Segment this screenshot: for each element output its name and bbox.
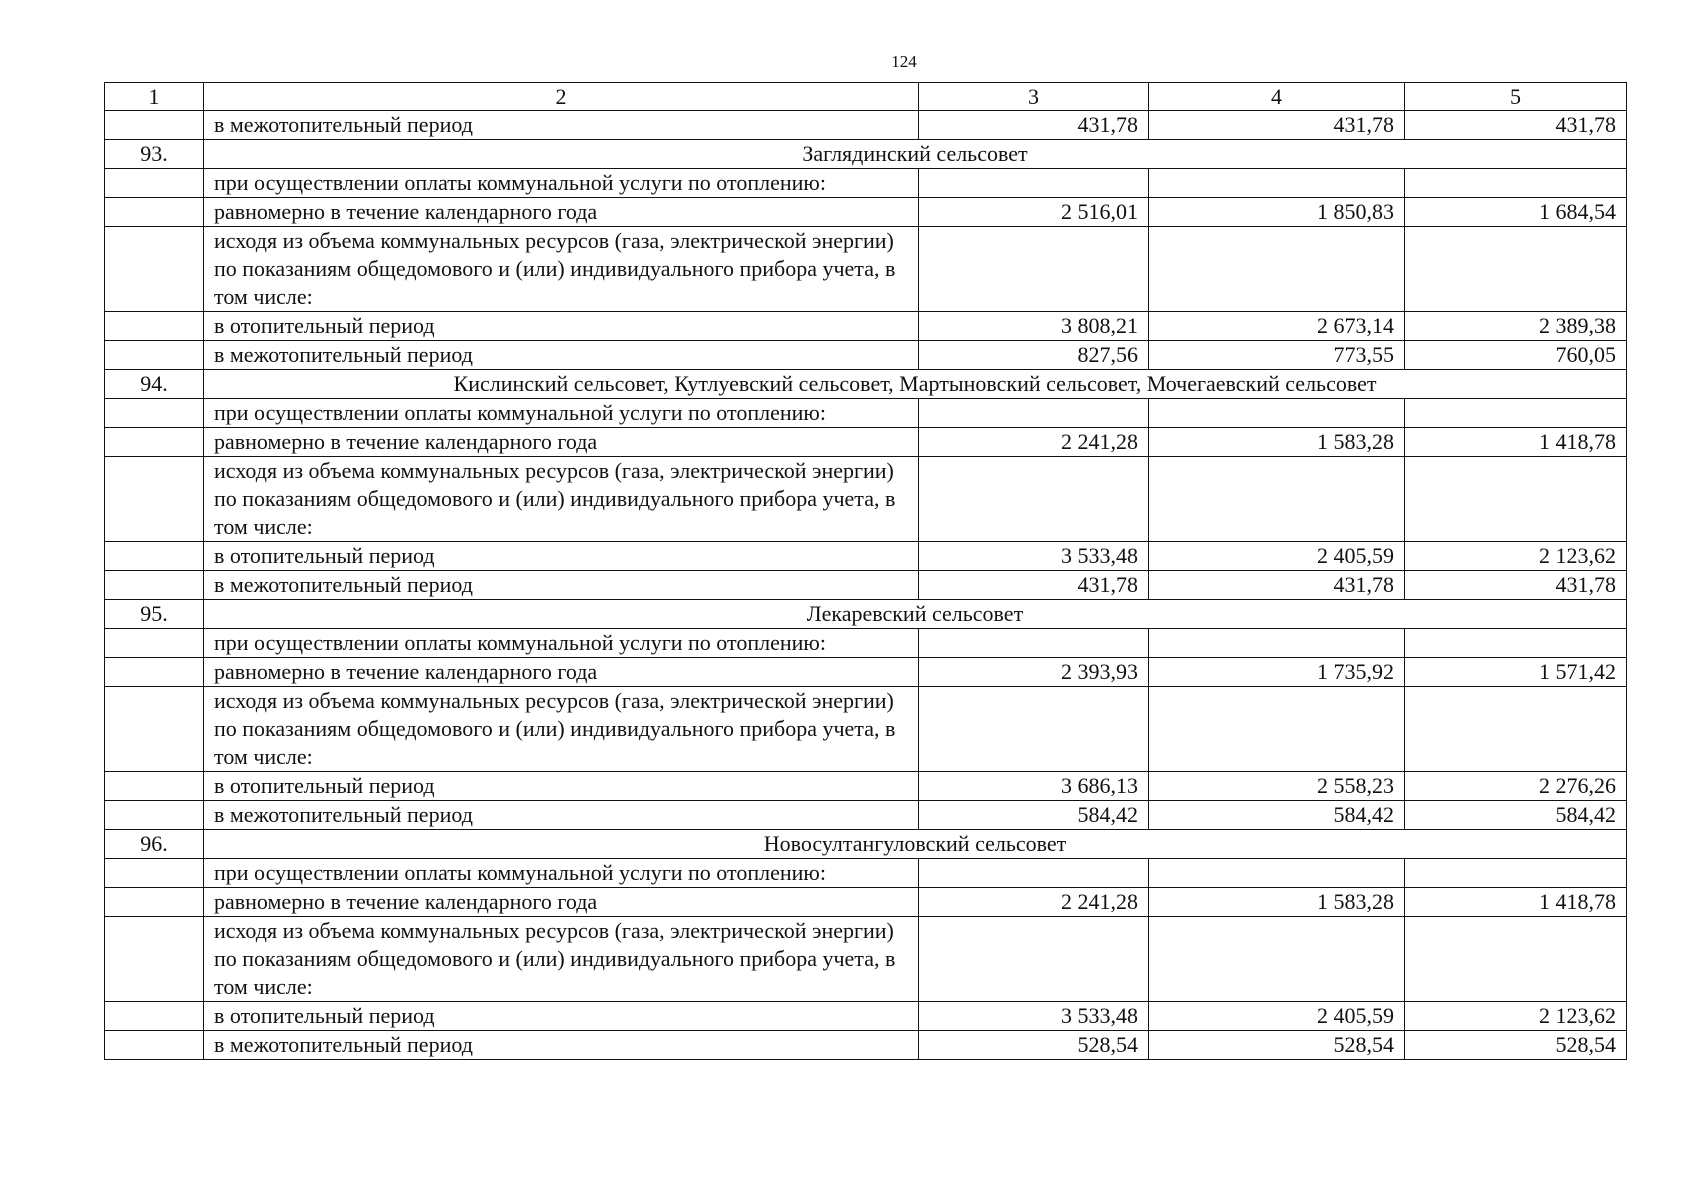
value-col-5: 760,05 — [1405, 341, 1627, 370]
value-col-5 — [1405, 917, 1627, 1002]
table-row — [105, 801, 1627, 830]
column-number-header-row — [105, 83, 1627, 111]
value-col-3 — [919, 687, 1149, 772]
value-col-3: 431,78 — [919, 111, 1149, 140]
row-label: равномерно в течение календарного года — [204, 198, 919, 227]
value-col-4: 584,42 — [1149, 801, 1405, 830]
value-col-4 — [1149, 399, 1405, 428]
section-number: 95. — [105, 600, 204, 629]
row-number-cell — [105, 428, 204, 457]
value-col-5: 1 418,78 — [1405, 888, 1627, 917]
table-row — [105, 227, 1627, 312]
row-number-cell — [105, 1031, 204, 1060]
value-col-3: 827,56 — [919, 341, 1149, 370]
row-label: в межотопительный период — [204, 341, 919, 370]
section-number: 93. — [105, 140, 204, 169]
column-header-5: 5 — [1405, 83, 1627, 111]
row-label: в межотопительный период — [204, 801, 919, 830]
value-col-3: 2 241,28 — [919, 888, 1149, 917]
table-row — [105, 658, 1627, 687]
row-number-cell — [105, 859, 204, 888]
value-col-5 — [1405, 227, 1627, 312]
column-header-3: 3 — [919, 83, 1149, 111]
tariff-table-body — [105, 83, 1627, 1060]
value-col-5: 528,54 — [1405, 1031, 1627, 1060]
value-col-5: 2 389,38 — [1405, 312, 1627, 341]
value-col-3: 528,54 — [919, 1031, 1149, 1060]
row-number-cell — [105, 772, 204, 801]
value-col-3: 584,42 — [919, 801, 1149, 830]
value-col-4: 431,78 — [1149, 111, 1405, 140]
value-col-4: 528,54 — [1149, 1031, 1405, 1060]
table-row — [105, 169, 1627, 198]
section-title: Новосултангуловский сельсовет — [204, 830, 1627, 859]
row-number-cell — [105, 917, 204, 1002]
value-col-3 — [919, 399, 1149, 428]
value-col-5: 584,42 — [1405, 801, 1627, 830]
row-label: при осуществлении оплаты коммунальной услуги по отоплению: — [204, 629, 919, 658]
row-label: при осуществлении оплаты коммунальной услуги по отоплению: — [204, 859, 919, 888]
row-number-cell — [105, 888, 204, 917]
section-header-row — [105, 140, 1627, 169]
tariff-table — [104, 82, 1627, 1060]
value-col-4: 1 583,28 — [1149, 428, 1405, 457]
value-col-4 — [1149, 629, 1405, 658]
row-label: при осуществлении оплаты коммунальной услуги по отоплению: — [204, 399, 919, 428]
section-title: Кислинский сельсовет, Кутлуевский сельсовет, Мартыновский сельсовет, Мочегаевский сельсовет — [204, 370, 1627, 399]
row-number-cell — [105, 658, 204, 687]
row-label: в отопительный период — [204, 1002, 919, 1031]
table-row — [105, 859, 1627, 888]
value-col-5: 1 684,54 — [1405, 198, 1627, 227]
value-col-3: 431,78 — [919, 571, 1149, 600]
value-col-3: 2 241,28 — [919, 428, 1149, 457]
value-col-3 — [919, 859, 1149, 888]
section-title: Заглядинский сельсовет — [204, 140, 1627, 169]
value-col-3: 3 533,48 — [919, 1002, 1149, 1031]
page-number: 124 — [891, 52, 917, 71]
section-number: 96. — [105, 830, 204, 859]
value-col-4 — [1149, 687, 1405, 772]
row-label: в межотопительный период — [204, 571, 919, 600]
value-col-5: 1 418,78 — [1405, 428, 1627, 457]
row-number-cell — [105, 227, 204, 312]
row-number-cell — [105, 571, 204, 600]
table-row — [105, 457, 1627, 542]
table-row — [105, 399, 1627, 428]
row-label: при осуществлении оплаты коммунальной услуги по отоплению: — [204, 169, 919, 198]
row-label: исходя из объема коммунальных ресурсов (газа, электрической энергии) по показаниям общедомового и (или) индивидуального прибора учета, в том числе: — [204, 687, 919, 772]
row-number-cell — [105, 1002, 204, 1031]
value-col-4 — [1149, 859, 1405, 888]
column-header-1: 1 — [105, 83, 204, 111]
section-title: Лекаревский сельсовет — [204, 600, 1627, 629]
row-label: исходя из объема коммунальных ресурсов (газа, электрической энергии) по показаниям общедомового и (или) индивидуального прибора учета, в том числе: — [204, 227, 919, 312]
row-label: в отопительный период — [204, 772, 919, 801]
table-row — [105, 571, 1627, 600]
value-col-4: 773,55 — [1149, 341, 1405, 370]
table-row — [105, 198, 1627, 227]
value-col-5: 2 276,26 — [1405, 772, 1627, 801]
value-col-4: 431,78 — [1149, 571, 1405, 600]
value-col-5: 431,78 — [1405, 571, 1627, 600]
row-number-cell — [105, 457, 204, 542]
row-label: в отопительный период — [204, 312, 919, 341]
value-col-4: 2 558,23 — [1149, 772, 1405, 801]
value-col-4: 2 405,59 — [1149, 542, 1405, 571]
value-col-3: 2 393,93 — [919, 658, 1149, 687]
value-col-5: 431,78 — [1405, 111, 1627, 140]
row-label: равномерно в течение календарного года — [204, 888, 919, 917]
value-col-4 — [1149, 917, 1405, 1002]
value-col-5 — [1405, 399, 1627, 428]
table-row — [105, 687, 1627, 772]
value-col-5: 2 123,62 — [1405, 1002, 1627, 1031]
value-col-3 — [919, 917, 1149, 1002]
table-row — [105, 917, 1627, 1002]
table-row — [105, 312, 1627, 341]
value-col-3 — [919, 457, 1149, 542]
table-row — [105, 111, 1627, 140]
value-col-4: 1 850,83 — [1149, 198, 1405, 227]
value-col-4 — [1149, 227, 1405, 312]
value-col-3 — [919, 227, 1149, 312]
row-label: в межотопительный период — [204, 1031, 919, 1060]
row-label: равномерно в течение календарного года — [204, 428, 919, 457]
value-col-5: 1 571,42 — [1405, 658, 1627, 687]
row-number-cell — [105, 542, 204, 571]
value-col-5 — [1405, 859, 1627, 888]
table-row — [105, 341, 1627, 370]
row-number-cell — [105, 629, 204, 658]
table-row — [105, 888, 1627, 917]
table-row — [105, 629, 1627, 658]
row-number-cell — [105, 341, 204, 370]
row-number-cell — [105, 198, 204, 227]
row-label: в отопительный период — [204, 542, 919, 571]
value-col-3: 3 686,13 — [919, 772, 1149, 801]
table-row — [105, 542, 1627, 571]
value-col-4 — [1149, 457, 1405, 542]
value-col-4 — [1149, 169, 1405, 198]
value-col-5 — [1405, 687, 1627, 772]
section-header-row — [105, 600, 1627, 629]
table-row — [105, 428, 1627, 457]
section-number: 94. — [105, 370, 204, 399]
value-col-3 — [919, 169, 1149, 198]
table-row — [105, 772, 1627, 801]
section-header-row — [105, 830, 1627, 859]
row-label: равномерно в течение календарного года — [204, 658, 919, 687]
row-number-cell — [105, 111, 204, 140]
column-header-2: 2 — [204, 83, 919, 111]
row-label: в межотопительный период — [204, 111, 919, 140]
row-label: исходя из объема коммунальных ресурсов (газа, электрической энергии) по показаниям общедомового и (или) индивидуального прибора учета, в том числе: — [204, 917, 919, 1002]
value-col-5 — [1405, 169, 1627, 198]
section-header-row — [105, 370, 1627, 399]
value-col-4: 1 735,92 — [1149, 658, 1405, 687]
value-col-4: 2 673,14 — [1149, 312, 1405, 341]
value-col-5: 2 123,62 — [1405, 542, 1627, 571]
value-col-3: 3 533,48 — [919, 542, 1149, 571]
value-col-5 — [1405, 629, 1627, 658]
row-number-cell — [105, 312, 204, 341]
row-number-cell — [105, 801, 204, 830]
value-col-3 — [919, 629, 1149, 658]
row-number-cell — [105, 169, 204, 198]
row-number-cell — [105, 399, 204, 428]
table-row — [105, 1002, 1627, 1031]
row-number-cell — [105, 687, 204, 772]
row-label: исходя из объема коммунальных ресурсов (газа, электрической энергии) по показаниям общедомового и (или) индивидуального прибора учета, в том числе: — [204, 457, 919, 542]
value-col-5 — [1405, 457, 1627, 542]
value-col-3: 3 808,21 — [919, 312, 1149, 341]
value-col-4: 1 583,28 — [1149, 888, 1405, 917]
table-row — [105, 1031, 1627, 1060]
value-col-4: 2 405,59 — [1149, 1002, 1405, 1031]
value-col-3: 2 516,01 — [919, 198, 1149, 227]
column-header-4: 4 — [1149, 83, 1405, 111]
